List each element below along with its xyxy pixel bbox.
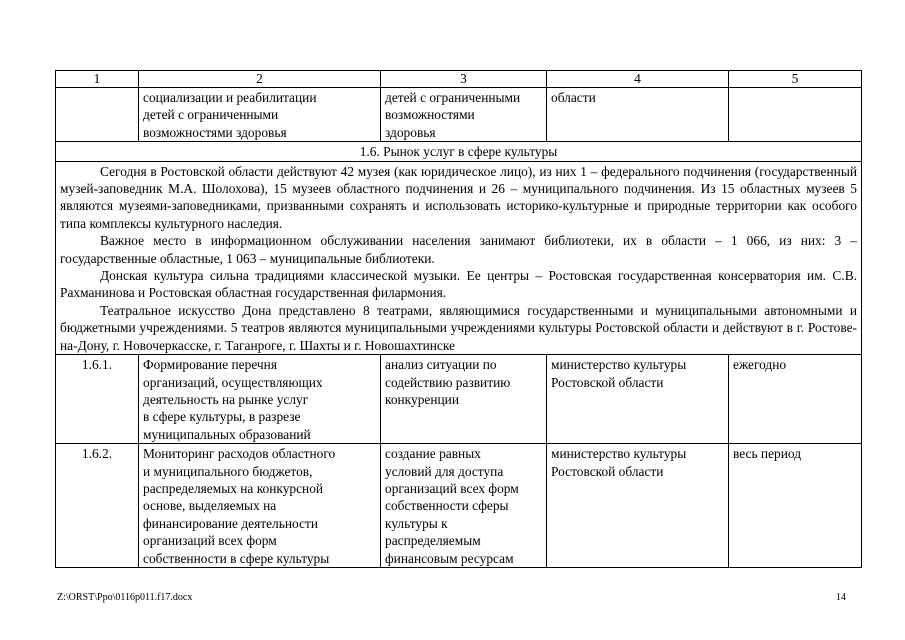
text-line: здоровья (385, 124, 436, 140)
text-line: организаций всех форм (143, 533, 277, 549)
text-line: муниципальных образований (143, 426, 311, 442)
cell-measure (139, 88, 381, 142)
text-line: Ростовской области (551, 374, 664, 390)
cell-executor (547, 355, 729, 444)
text-line: министерство культуры (551, 357, 687, 373)
text-line: Мониторинг расходов областного (143, 446, 336, 462)
text-line: организаций всех форм (385, 480, 519, 496)
text-line: культуры к (385, 515, 448, 531)
measures-table (55, 70, 862, 568)
text-line: в сфере культуры, в разрезе (143, 409, 301, 425)
text-line: Ростовской области (551, 463, 664, 479)
text-line: организаций, осуществляющих (143, 374, 323, 390)
column-number: 3 (381, 71, 547, 88)
column-number: 2 (139, 71, 381, 88)
column-number: 5 (729, 71, 862, 88)
section-title: 1.6. Рынок услуг в сфере культуры (56, 142, 862, 161)
text-line: анализ ситуации по (385, 357, 497, 373)
text-line: и муниципального бюджетов, (143, 463, 313, 479)
text-line: социализации и реабилитации (143, 90, 317, 105)
paragraph-libraries: Важное место в информационном обслуживании населения занимают библиотеки, их в области – 1 066, из них: 3 – государственные областные, 1 063 – муниципальные библиотеки. (60, 233, 857, 266)
paragraph-theatres: Театральное искусство Дона представлено 8 театрами, являющимися государственными и муниципальными автономными и бюджетными учреждениями. 5 театров являются муниципальными учреждениями культуры Ростовской области и действуют в г. Ростове-на-Дону, г. Новочеркасске, г. Таганроге, г. Шахты и г. Новошахтинске (60, 302, 857, 353)
column-number: 4 (547, 71, 729, 88)
row-number: 1.6.1. (56, 355, 139, 444)
text-line: возможностями здоровья (143, 124, 287, 140)
cell-executor (547, 444, 729, 568)
cell-measure (139, 355, 381, 444)
text-line: основе, выделяемых на (143, 498, 277, 514)
narrative-cell (56, 161, 862, 354)
text-line: распределяемых на конкурсной (143, 480, 324, 496)
text-line: министерство культуры (551, 446, 687, 462)
continuation-row (56, 88, 862, 142)
cell-deadline: весь период (729, 444, 862, 568)
table-row (56, 355, 862, 444)
text-line: возможностями (385, 107, 475, 123)
column-number: 1 (56, 71, 139, 88)
page-number: 14 (836, 592, 846, 603)
cell-deadline (729, 88, 862, 142)
cell-goal (381, 355, 547, 444)
text-line: собственности сферы (385, 498, 509, 514)
narrative-row (56, 161, 862, 354)
column-number-row (56, 71, 862, 88)
text-line: распределяемым (385, 533, 481, 549)
text-line: конкуренции (385, 391, 460, 407)
paragraph-museums: Сегодня в Ростовской области действуют 42 музея (как юридическое лицо), из них 1 – федерального подчинения (государственный музей-заповедник М.А. Шолохова), 15 музеев областного подчинения и 26 – муниципального подчинения. Из 15 областных музеев 5 являются музеями-заповедниками, призванными сохранять и использовать историко-культурные и природные территории как особого типа комплексы культурного наследия. (60, 163, 857, 231)
file-path: Z:\ORST\Ppo\0116p011.f17.docx (57, 592, 193, 603)
text-line: детей с ограниченными (143, 107, 279, 123)
text-line: Формирование перечня (143, 357, 277, 373)
cell-num (56, 88, 139, 142)
cell-executor: области (547, 88, 729, 142)
text-line: создание равных (385, 446, 481, 462)
cell-goal (381, 88, 547, 142)
text-line: деятельность на рынке услуг (143, 391, 309, 407)
text-line: детей с ограниченными (385, 90, 521, 105)
cell-goal (381, 444, 547, 568)
cell-deadline: ежегодно (729, 355, 862, 444)
row-number: 1.6.2. (56, 444, 139, 568)
text-line: содействию развитию (385, 374, 511, 390)
text-line: финансовым ресурсам (385, 550, 514, 566)
section-title-row (56, 142, 862, 161)
paragraph-music: Донская культура сильна традициями классической музыки. Ее центры – Ростовская государственная консерватория им. С.В. Рахманинова и Ростовская областная государственная филармония. (60, 268, 857, 301)
text-line: финансирование деятельности (143, 515, 318, 531)
table-row (56, 444, 862, 568)
cell-measure (139, 444, 381, 568)
text-line: собственности в сфере культуры (143, 550, 330, 566)
text-line: условий для доступа (385, 463, 504, 479)
